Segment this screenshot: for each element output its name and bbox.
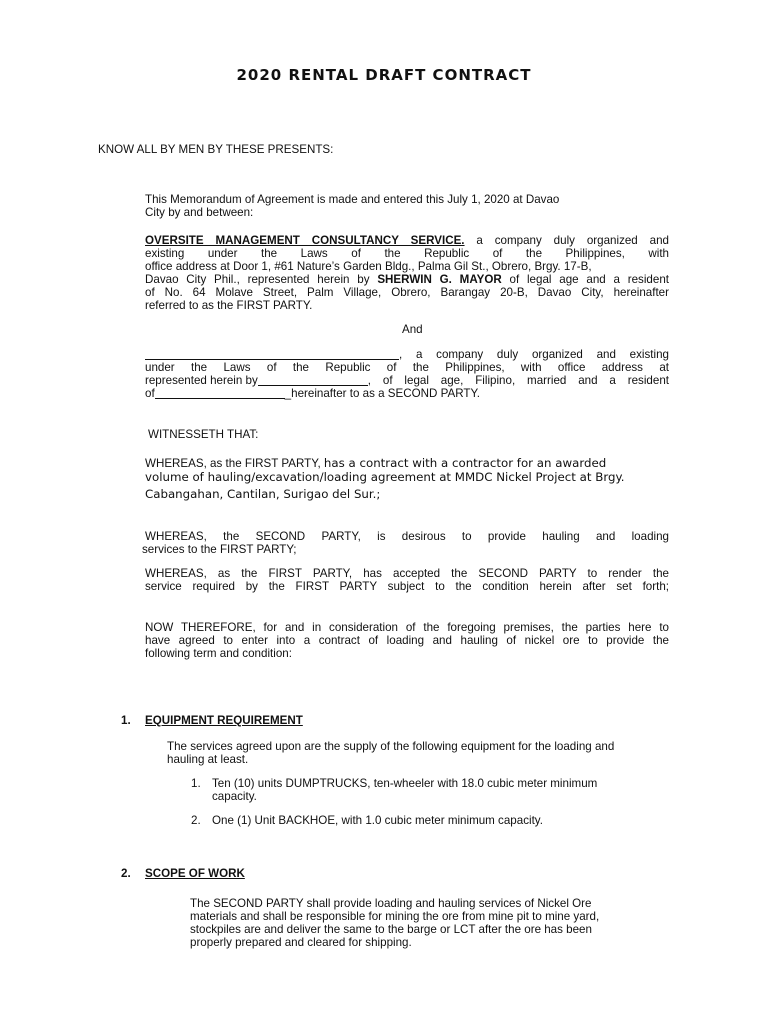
second-party-line-4-a: of: [145, 387, 155, 400]
section-1-item-1-number: 1.: [191, 777, 201, 790]
section-1-item-1-line-1: Ten (10) units DUMPTRUCKS, ten-wheeler with 18.0 cubic meter minimum: [212, 777, 598, 790]
section-1-body-line-1: The services agreed upon are the supply of the following equipment for the loading and: [167, 740, 615, 753]
section-1-item-1-line-2: capacity.: [212, 790, 257, 803]
second-party-line-1-text: , a company duly organized and existing: [399, 348, 669, 361]
blank-company-name: [145, 348, 399, 360]
whereas-2-line-1: WHEREAS, the SECOND PARTY, is desirous to provide hauling and loading: [145, 530, 669, 543]
second-party-line-3-b: , of legal age, Filipino, married and a resident: [367, 374, 669, 387]
now-line-3: following term and condition:: [145, 647, 292, 660]
section-2-body-line-4: properly prepared and cleared for shipping.: [190, 936, 412, 949]
blank-representative: [258, 374, 368, 386]
and-separator: And: [402, 323, 423, 336]
intro-line: KNOW ALL BY MEN BY THESE PRESENTS:: [98, 143, 334, 156]
first-party-line-4: [145, 273, 669, 286]
section-2-body-line-3: stockpiles are and deliver the same to the barge or LCT after the ore has been: [190, 923, 592, 936]
first-party-representative: SHERWIN G. MAYOR: [377, 273, 502, 286]
second-party-line-3: [145, 374, 669, 387]
first-party-line-4-b: of legal age and a resident: [501, 273, 669, 286]
section-2-number: 2.: [121, 867, 131, 880]
section-1-heading: EQUIPMENT REQUIREMENT: [145, 714, 303, 727]
first-party-company: OVERSITE MANAGEMENT CONSULTANCY SERVICE.: [145, 234, 465, 247]
section-1-item-2-number: 2.: [191, 814, 201, 827]
first-party-line-2: existing under the Laws of the Republic of the Philippines, with: [145, 247, 669, 260]
first-party-line-4-a: Davao City Phil., represented herein by: [145, 273, 378, 286]
first-party-line-1: [145, 234, 669, 247]
first-party-line-6: referred to as the FIRST PARTY.: [145, 299, 313, 312]
whereas-2-line-2: services to the FIRST PARTY;: [142, 543, 297, 556]
now-line-1: NOW THEREFORE, for and in consideration of the foregoing premises, the parties here to: [145, 621, 669, 634]
document-title: 2020 RENTAL DRAFT CONTRACT: [236, 66, 532, 84]
second-party-line-4-b: _hereinafter to as a SECOND PARTY.: [284, 387, 480, 400]
second-party-line-3-a: represented herein by: [145, 374, 258, 387]
section-1-item-2-line-1: One (1) Unit BACKHOE, with 1.0 cubic meter minimum capacity.: [212, 814, 543, 827]
first-party-line-3: office address at Door 1, #61 Nature’s Garden Bldg., Palma Gil St., Obrero, Brgy. 17-B,: [145, 260, 592, 273]
whereas-1-line-2: volume of hauling/excavation/loading agreement at MMDC Nickel Project at Brgy.: [145, 470, 625, 484]
memo-line-2: City by and between:: [145, 206, 254, 219]
second-party-line-2: under the Laws of the Republic of the Philippines, with office address at: [145, 361, 669, 374]
first-party-line-5: of No. 64 Molave Street, Palm Village, Obrero, Barangay 20-B, Davao City, hereinafter: [145, 286, 669, 299]
second-party-line-4: [145, 387, 480, 400]
whereas-1-a: WHEREAS, as the FIRST PARTY,: [145, 457, 324, 470]
section-2-body-line-2: materials and shall be responsible for mining the ore from mine pit to mine yard,: [190, 910, 600, 923]
memo-line-1: This Memorandum of Agreement is made and entered this July 1, 2020 at Davao: [145, 193, 560, 206]
witnesseth-heading: WITNESSETH THAT:: [148, 428, 259, 441]
blank-residence: [155, 387, 285, 399]
section-1-body-line-2: hauling at least.: [167, 753, 249, 766]
now-line-2: have agreed to enter into a contract of loading and hauling of nickel ore to provide the: [145, 634, 669, 647]
first-party-line-1-rest: a company duly organized and: [464, 234, 669, 247]
whereas-3-line-1: WHEREAS, as the FIRST PARTY, has accepted the SECOND PARTY to render the: [145, 567, 669, 580]
second-party-line-1: [145, 348, 669, 361]
whereas-1-b: has a contract with a contractor for an awarded: [323, 456, 607, 470]
whereas-3-line-2: service required by the FIRST PARTY subject to the condition herein after set forth;: [145, 580, 669, 593]
whereas-1-line-3: Cabangahan, Cantilan, Surigao del Sur.;: [145, 487, 381, 501]
section-1-number: 1.: [121, 714, 131, 727]
section-2-body-line-1: The SECOND PARTY shall provide loading and hauling services of Nickel Ore: [190, 897, 592, 910]
section-2-heading: SCOPE OF WORK: [145, 867, 245, 880]
